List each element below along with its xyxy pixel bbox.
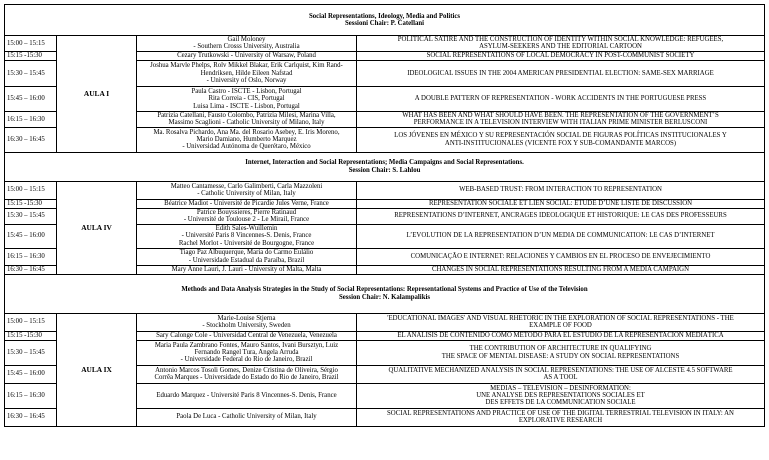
talk-title	[357, 224, 765, 248]
title-line: POLITICAL SATIRE AND THE CONSTRUCTION OF IDENTITY WITHIN SOCIAL KNOWLEDGE: REFUGEES,	[397, 36, 724, 43]
talk-title	[357, 86, 765, 111]
talk-authors	[137, 340, 357, 365]
session-title: Internet, Interaction and Social Representations; Media Campaigns and Social Representations.	[245, 159, 524, 167]
title-line: COMUNICAÇÃO E INTERNET: RELACIONES Y CAMBIOS EN EL PROCESO DE ENVEJECIMIENTO	[410, 252, 711, 260]
session-title: Methods and Data Analysis Strategies in the Study of Social Representations: Representational Systems and Practice of Use of the Television	[181, 286, 588, 294]
author-line: Patrice Bouyssieres, Pierre Ratinaud	[196, 208, 297, 216]
talk-time: 15:45 – 16:00	[5, 224, 57, 248]
author-line: Béatrice Madiot - Université de Picardie Jules Verne, France	[164, 199, 329, 207]
talk-title	[357, 313, 765, 331]
author-line: Joshua Marvle Phelps, Rolv Mikkel Blakar, Erik Carlquist, Kim Rand-	[150, 62, 343, 70]
title-line: REPRESENTATION SOCIALE ET LIEN SOCIAL: ETUDE D’UNE LISTE DE DISCUSSION	[428, 199, 693, 207]
title-line: UNE ANALYSE DES REPRESENTATIONS SOCIALES ET	[476, 391, 645, 399]
title-line: WHAT HAS BEEN AND WHAT SHOULD HAVE BEEN. THE REPRESENTATION OF THE GOVERNMENT’S	[402, 111, 719, 119]
author-line: Tiago Paz Albuquerque, Maria do Carmo Eulálio	[179, 249, 314, 257]
author-line: - Southern Crosss University, Australia	[193, 43, 300, 51]
title-line: L’EVOLUTION DE LA REPRESENTATION D’UN MEDIA DE COMMUNICATION: LE CAS D’INTERNET	[406, 232, 715, 240]
author-line: Matteo Cantamesse, Carlo Galimberti, Carla Mazzoleni	[170, 182, 323, 190]
title-line: A DOUBLE PATTERN OF REPRESENTATION - WORK ACCIDENTS IN THE PORTUGUESE PRESS	[414, 95, 707, 103]
author-line: Antonio Marcos Tosoli Gomes, Denize Cristina de Oliveira, Sérgio	[155, 366, 338, 374]
session-header-cell	[5, 152, 765, 181]
title-line: LOS JÓVENES EN MÉXICO Y SU REPRESENTACIÓN SOCIAL DE FIGURAS POLÍTICAS INSTITUCIONALES Y	[394, 132, 727, 140]
author-line: Paola De Luca - Catholic University of Milan, Italy	[176, 413, 317, 421]
author-line: Rachel Morlot - Université de Bourgogne, France	[178, 239, 315, 247]
title-line: WEB-BASED TRUST: FROM INTERACTION TO REPRESENTATION	[459, 186, 662, 194]
talk-authors	[137, 127, 357, 152]
session-header-cell	[5, 5, 765, 36]
talk-title	[357, 265, 765, 274]
talk-time: 15:00 – 15:15	[5, 313, 57, 331]
talk-title	[357, 340, 765, 365]
talk-time: 16:15 – 16:30	[5, 111, 57, 127]
talk-time: 15:45 – 16:00	[5, 365, 57, 383]
author-line: - Universidade Estadual da Paraíba, Brazil	[188, 256, 305, 264]
talk-title	[357, 331, 765, 340]
author-line: Mary Anne Lauri, J. Lauri - University of Malta, Malta	[171, 265, 322, 273]
author-line: - Université de Toulouse 2 - Le Mirail, France	[183, 216, 310, 224]
title-line: QUALITATIVE MECHANIZED ANALYSIS IN SOCIAL REPRESENTATIONS: THE USE OF ALCESTE 4.5 SOFTWARE	[388, 366, 733, 374]
talk-time: 16:30 – 16:45	[5, 127, 57, 152]
talk-title	[357, 60, 765, 86]
talk-authors	[137, 365, 357, 383]
talk-time: 15:30 – 15:45	[5, 340, 57, 365]
author-line: Rita Correia - CIS, Portugal	[208, 95, 285, 103]
session-header-cell	[5, 274, 765, 313]
talk-authors	[137, 60, 357, 86]
title-line: REPRESENTATIONS D’INTERNET, ANCRAGES IDEOLOGIQUE ET HISTORIQUE: LE CAS DES PROFESSEURS	[394, 212, 727, 220]
talk-title	[357, 365, 765, 383]
talk-authors	[137, 51, 357, 60]
talk-time: 15:45 – 16:00	[5, 86, 57, 111]
author-line: Cezary Trutkowski - University of Warsaw, Poland	[177, 52, 316, 60]
room-label: AULA IV	[57, 181, 137, 274]
title-line: EXAMPLE OF FOOD	[529, 322, 592, 330]
schedule-body	[5, 5, 765, 427]
session-chair: Sessioni Chair: P. Catellani	[344, 20, 425, 27]
talk-time: 15:30 – 15:45	[5, 208, 57, 224]
talk-authors	[137, 224, 357, 248]
talk-authors	[137, 111, 357, 127]
author-line: Fernando Rangel Tura, Angela Arruda	[194, 348, 299, 356]
session-chair: Session Chair: N. Kalampalikis	[338, 293, 431, 301]
author-line: Eduardo Marquez - Université Paris 8 Vincennes-S. Denis, France	[156, 391, 337, 399]
title-line: SOCIAL REPRESENTATIONS AND PRACTICE OF USE OF THE DIGITAL TERRESTRIAL TELEVISION IN ITALY: AN	[387, 409, 734, 417]
talk-title	[357, 181, 765, 199]
author-line: Luisa Lima - ISCTE - Lisbon, Portugal	[193, 102, 300, 110]
session-header	[5, 274, 765, 313]
talk-authors	[137, 265, 357, 274]
talk-authors	[137, 208, 357, 224]
programme-document	[4, 4, 765, 427]
talk-title	[357, 383, 765, 408]
author-line: - Université Paris 8 Vincennes-S. Denis, France	[181, 232, 312, 240]
talk-authors	[137, 86, 357, 111]
session-header	[5, 152, 765, 181]
talk-authors	[137, 383, 357, 408]
room-label: AULA I	[57, 36, 137, 153]
author-line: Patrizia Catellani, Fausto Colombo, Patrizia Milesi, Marina Villa,	[157, 111, 336, 119]
author-line: Corrêa Marques - Universidade do Estado do Rio de Janeiro, Brazil	[154, 374, 339, 382]
author-line: Maria Paula Zambrano Fontes, Mauro Santos, Ivani Bursztyn, Luiz	[154, 341, 339, 349]
talk-authors	[137, 36, 357, 52]
title-line: SOCIAL REPRESENTATIONS OF LOCAL DEMOCRACY IN POST-COMMUNIST SOCIETY	[426, 52, 695, 60]
talk-time: 16:30 – 16:45	[5, 265, 57, 274]
author-line: Ma. Rosalva Pichardo, Ana Ma. del Rosario Asebey, E. Iris Moreno,	[153, 128, 340, 136]
talk-authors	[137, 331, 357, 340]
author-line: - Universidad Autónoma de Querétaro, México	[182, 143, 311, 151]
talk-title	[357, 111, 765, 127]
schedule-table	[4, 4, 765, 427]
talk-time: 16:15 – 16:30	[5, 383, 57, 408]
talk-time: 16:30 – 16:45	[5, 408, 57, 426]
title-line: CHANGES IN SOCIAL REPRESENTATIONS RESULTING FROM A MEDIA CAMPAIGN	[431, 265, 689, 273]
talk-title	[357, 248, 765, 265]
title-line: 'EDUCATIONAL IMAGES' AND VISUAL RHETORIC IN THE EXPLORATION OF SOCIAL REPRESENTATIONS - THE	[387, 314, 734, 322]
title-line: THE SPACE OF MENTAL DISEASE: A STUDY ON SOCIAL REPRESENTATIONS	[441, 352, 680, 360]
title-line: PERFORMANCE IN A TELEVISION INTERVIEW WITH ITALIAN PRIME MINISTER BERLUSCONI	[413, 119, 708, 127]
title-line: ASYLUM-SEEKERS AND THE EDITORIAL CARTOON	[479, 43, 642, 51]
title-line: THE CONTRIBUTION OF ARCHITECTURE IN QUALIFYING	[469, 345, 652, 353]
talk-title	[357, 199, 765, 208]
talk-time: 15:15 -15:30	[5, 331, 57, 340]
author-line: Marie-Louise Stjerna	[217, 314, 276, 322]
talk-authors	[137, 181, 357, 199]
talk-authors	[137, 313, 357, 331]
author-line: Sary Calonge Cole - Universidad Central de Venezuela, Venezuela	[156, 331, 337, 339]
room-label: AULA IX	[57, 313, 137, 426]
title-line: IDEOLOGICAL ISSUES IN THE 2004 AMERICAN PRESIDENTIAL ELECTION: SAME-SEX MARRIAGE	[407, 69, 714, 77]
talk-title	[357, 127, 765, 152]
talk-authors	[137, 199, 357, 208]
talk-title	[357, 208, 765, 224]
title-line: EL ANALISIS DE CONTENIDO COMO MÉTODO PARA EL ESTUDIO DE LA REPRESENTACIÓN MEDIÁTICA	[397, 331, 724, 339]
author-line: Paula Castro - ISCTE - Lisbon, Portugal	[191, 87, 302, 95]
author-line: - University of Oslo, Norway	[206, 77, 287, 85]
author-line: Gail Moloney	[227, 36, 266, 43]
talk-authors	[137, 248, 357, 265]
talk-row	[5, 313, 765, 331]
talk-authors	[137, 408, 357, 426]
author-line: - Stockholm University, Sweden	[202, 322, 291, 330]
author-line: - Catholic University of Milan, Italy	[197, 190, 296, 198]
title-line: MEDIAS – TELEVISION – DESINFORMATION:	[490, 384, 631, 392]
title-line: AS A TOOL	[543, 374, 578, 382]
author-line: - Universidade Federal do Rio de Janeiro, Brazil	[180, 356, 313, 364]
session-chair: Session Chair: S. Lahlou	[348, 166, 421, 174]
author-line: Hendriksen, Hilde Eileen Nafstad	[200, 69, 293, 77]
title-line: ANTI-INSTITUCIONALES (VICENTE FOX Y SUB-COMANDANTE MARCOS)	[444, 139, 677, 147]
talk-row	[5, 36, 765, 52]
title-line: DES EFFETS DE LA COMMUNICATION SOCIALE	[485, 399, 636, 407]
talk-time: 15:30 – 15:45	[5, 60, 57, 86]
author-line: Massimo Scaglioni - Catholic University of Milano, Italy	[168, 119, 325, 127]
talk-title	[357, 36, 765, 52]
author-line: Mario Damiano, Humberto Marquez	[196, 135, 297, 143]
talk-time: 15:15 -15:30	[5, 51, 57, 60]
talk-time: 15:15 -15:30	[5, 199, 57, 208]
session-header	[5, 5, 765, 36]
talk-time: 16:15 – 16:30	[5, 248, 57, 265]
author-line: Edith Sales-Wuillemin	[215, 225, 278, 233]
talk-title	[357, 408, 765, 426]
title-line: EXPLORATIVE RESEARCH	[518, 417, 603, 425]
talk-time: 15:00 – 15:15	[5, 36, 57, 52]
talk-time: 15:00 – 15:15	[5, 181, 57, 199]
talk-row	[5, 181, 765, 199]
talk-title	[357, 51, 765, 60]
session-title: Social Representations, Ideology, Media and Politics	[308, 12, 461, 20]
